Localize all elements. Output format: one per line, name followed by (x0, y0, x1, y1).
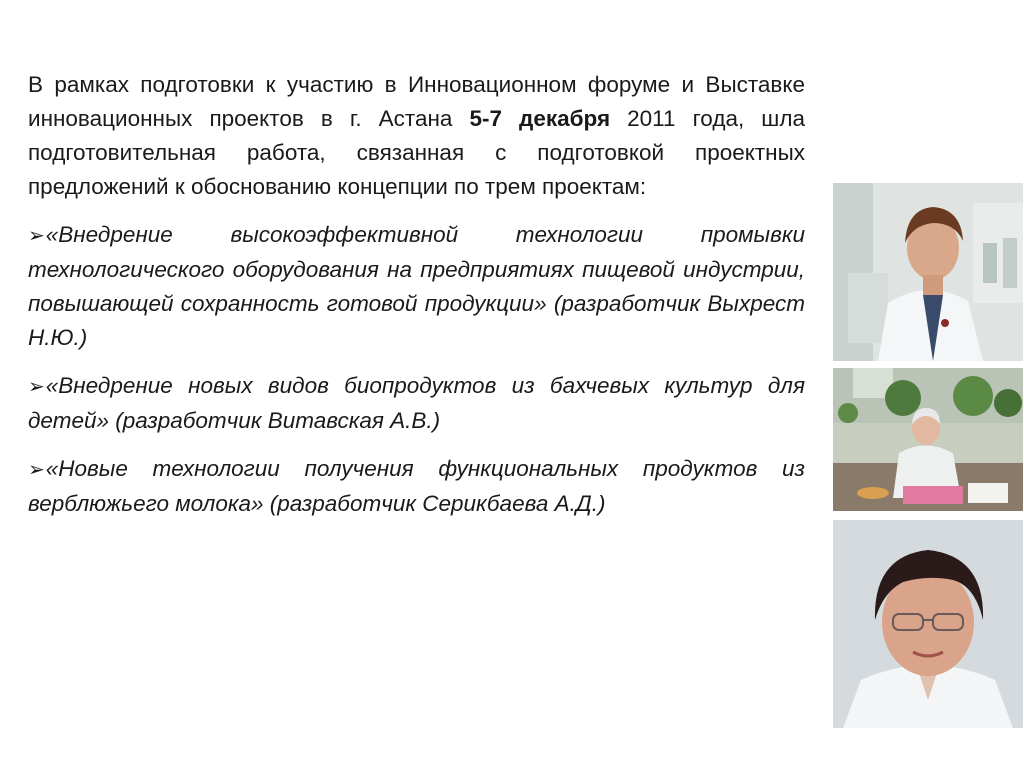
portrait-photo-1 (833, 183, 1023, 361)
portrait-photo-3 (833, 520, 1023, 728)
intro-paragraph (28, 68, 805, 204)
intro-text-part2: 2011 года, шла подготовительная работа, связанная с подготовкой проектных предложений к обоснованию концепции по трем проектам: (28, 106, 805, 199)
portrait-photo-lab-coat-icon (833, 183, 1023, 361)
project-text-1: «Внедрение высокоэффективной технологии промывки технологического оборудования на предприятиях пищевой индустрии, повышающей сохранность готовой продукции» (разработчик Выхрест Н.Ю.) (28, 222, 805, 350)
project-item-1 (28, 218, 805, 355)
intro-text-part1: В рамках подготовки к участию в Инновационном форуме и Выставке инновационных проектов в г. Астана (28, 72, 805, 131)
project-text-3: «Новые технологии получения функциональных продуктов из верблюжьего молока» (разработчик Серикбаева А.Д.) (28, 456, 805, 516)
arrow-bullet-icon: ➢ (28, 376, 45, 398)
portrait-photo-glasses-icon (833, 520, 1023, 728)
slide-text (28, 68, 805, 535)
project-text-2: «Внедрение новых видов биопродуктов из бахчевых культур для детей» (разработчик Витавская А.В.) (28, 373, 805, 433)
intro-dates: 5-7 декабря (469, 106, 611, 131)
photo-scientist-at-desk-icon (833, 368, 1023, 511)
arrow-bullet-icon: ➢ (28, 225, 45, 247)
project-item-3 (28, 452, 805, 521)
project-item-2 (28, 369, 805, 438)
portrait-photo-2 (833, 368, 1023, 511)
arrow-bullet-icon: ➢ (28, 459, 45, 481)
